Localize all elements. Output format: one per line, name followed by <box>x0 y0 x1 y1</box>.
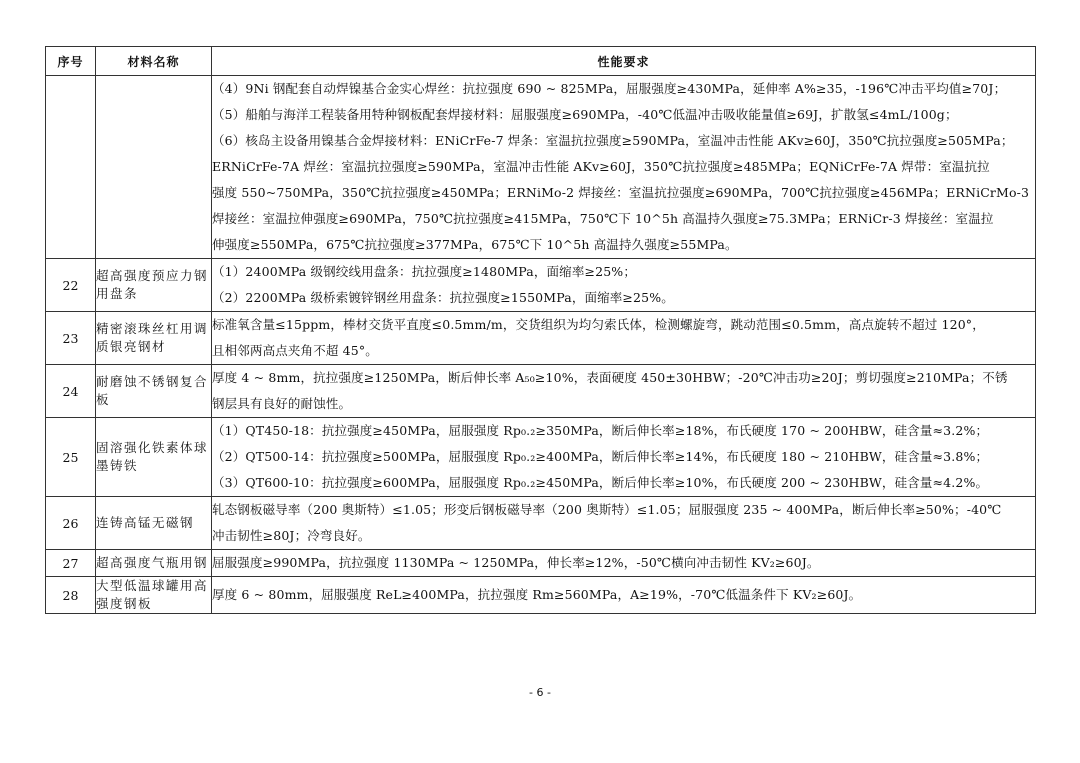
table-row <box>46 550 1036 577</box>
requirement-line: 轧态钢板磁导率（200 奥斯特）≤1.05；形变后钢板磁导率（200 奥斯特）≤1.05；屈服强度 235 ~ 400MPa，断后伸长率≥50%；-40℃ <box>212 502 1002 517</box>
requirement-line: （4）9Ni 钢配套自动焊镍基合金实心焊丝：抗拉强度 690 ~ 825MPa，屈服强度≥430MPa，延伸率 A%≥35，-196℃冲击平均值≥70J； <box>212 81 1007 96</box>
table-row <box>46 365 1036 418</box>
row-material-name: 连铸高锰无磁钢 <box>96 497 212 550</box>
requirement-line: 伸强度≥550MPa，675℃抗拉强度≥377MPa，675℃下 10^5h 高温持久强度≥55MPa。 <box>212 237 738 252</box>
requirement-line: （1）QT450-18：抗拉强度≥450MPa，屈服强度 Rp₀.₂≥350MPa，断后伸长率≥18%，布氏硬度 170 ~ 200HBW，硅含量≈3.2%； <box>212 423 989 438</box>
row-serial-number: 26 <box>46 497 96 550</box>
requirement-line: （1）2400MPa 级钢绞线用盘条：抗拉强度≥1480MPa，面缩率≥25%； <box>212 264 636 279</box>
requirement-line: ERNiCrFe-7A 焊丝：室温抗拉强度≥590MPa，室温冲击性能 AKv≥60J，350℃抗拉强度≥485MPa；EQNiCrFe-7A 焊带：室温抗拉 <box>212 159 990 174</box>
requirement-line: 焊接丝：室温拉伸强度≥690MPa，750℃抗拉强度≥415MPa，750℃下 10^5h 高温持久强度≥75.3MPa；ERNiCr-3 焊接丝：室温拉 <box>212 211 994 226</box>
row-performance-requirements <box>212 259 1036 312</box>
requirement-line: 标准氧含量≤15ppm，棒材交货平直度≤0.5mm/m，交货组织为均匀索氏体，检测螺旋弯，跳动范围≤0.5mm，高点旋转不超过 120°， <box>212 317 985 332</box>
requirement-line: （6）核岛主设备用镍基合金焊接材料：ENiCrFe-7 焊条：室温抗拉强度≥590MPa，室温冲击性能 AKv≥60J，350℃抗拉强度≥505MPa； <box>212 133 1014 148</box>
requirement-line: 钢层具有良好的耐蚀性。 <box>212 396 352 411</box>
header-serial-number: 序号 <box>46 47 96 76</box>
requirement-line: 屈服强度≥990MPa，抗拉强度 1130MPa ~ 1250MPa，伸长率≥12%，-50℃横向冲击韧性 KV₂≥60J。 <box>212 555 820 570</box>
row-serial-number: 23 <box>46 312 96 365</box>
row-material-name: 固溶强化铁素体球墨铸铁 <box>96 418 212 497</box>
row-serial-number: 28 <box>46 577 96 614</box>
requirement-line: （2）QT500-14：抗拉强度≥500MPa，屈服强度 Rp₀.₂≥400MPa，断后伸长率≥14%，布氏硬度 180 ~ 210HBW，硅含量≈3.8%； <box>212 449 989 464</box>
header-material-name: 材料名称 <box>96 47 212 76</box>
table-row <box>46 577 1036 614</box>
row-material-name: 精密滚珠丝杠用调质银亮钢材 <box>96 312 212 365</box>
header-performance-requirements: 性能要求 <box>212 47 1036 76</box>
row-material-name <box>96 76 212 259</box>
requirement-line: （2）2200MPa 级桥索镀锌钢丝用盘条：抗拉强度≥1550MPa，面缩率≥25%。 <box>212 290 674 305</box>
table-row <box>46 259 1036 312</box>
row-serial-number <box>46 76 96 259</box>
row-material-name: 超高强度预应力钢用盘条 <box>96 259 212 312</box>
row-performance-requirements <box>212 418 1036 497</box>
row-performance-requirements <box>212 550 1036 577</box>
row-serial-number: 25 <box>46 418 96 497</box>
requirement-line: （5）船舶与海洋工程装备用特种钢板配套焊接材料：屈服强度≥690MPa，-40℃低温冲击吸收能量值≥69J，扩散氢≤4mL/100g； <box>212 107 958 122</box>
row-material-name: 耐磨蚀不锈钢复合板 <box>96 365 212 418</box>
row-material-name: 超高强度气瓶用钢 <box>96 550 212 577</box>
table-row <box>46 76 1036 259</box>
row-serial-number: 22 <box>46 259 96 312</box>
table-row <box>46 418 1036 497</box>
table-header-row <box>46 47 1036 76</box>
row-performance-requirements <box>212 76 1036 259</box>
performance-requirements-table <box>45 46 1036 614</box>
requirement-line: 厚度 4 ~ 8mm，抗拉强度≥1250MPa，断后伸长率 A₅₀≥10%，表面硬度 450±30HBW；-20℃冲击功≥20J；剪切强度≥210MPa；不锈 <box>212 370 1008 385</box>
table-row <box>46 497 1036 550</box>
table-body <box>46 76 1036 614</box>
requirement-line: 强度 550~750MPa，350℃抗拉强度≥450MPa；ERNiMo-2 焊接丝：室温抗拉强度≥690MPa，700℃抗拉强度≥456MPa；ERNiCrMo-3 <box>212 185 1030 200</box>
requirement-line: 厚度 6 ~ 80mm，屈服强度 ReL≥400MPa，抗拉强度 Rm≥560MPa，A≥19%，-70℃低温条件下 KV₂≥60J。 <box>212 587 862 602</box>
row-performance-requirements <box>212 365 1036 418</box>
page-number: - 6 - <box>529 686 551 699</box>
requirement-line: （3）QT600-10：抗拉强度≥600MPa，屈服强度 Rp₀.₂≥450MPa，断后伸长率≥10%，布氏硬度 200 ~ 230HBW，硅含量≈4.2%。 <box>212 475 989 490</box>
requirement-line: 且相邻两高点夹角不超 45°。 <box>212 343 378 358</box>
row-serial-number: 24 <box>46 365 96 418</box>
row-serial-number: 27 <box>46 550 96 577</box>
row-material-name: 大型低温球罐用高强度钢板 <box>96 577 212 614</box>
row-performance-requirements <box>212 312 1036 365</box>
table-row <box>46 312 1036 365</box>
row-performance-requirements <box>212 577 1036 614</box>
row-performance-requirements <box>212 497 1036 550</box>
requirement-line: 冲击韧性≥80J；冷弯良好。 <box>212 528 371 543</box>
